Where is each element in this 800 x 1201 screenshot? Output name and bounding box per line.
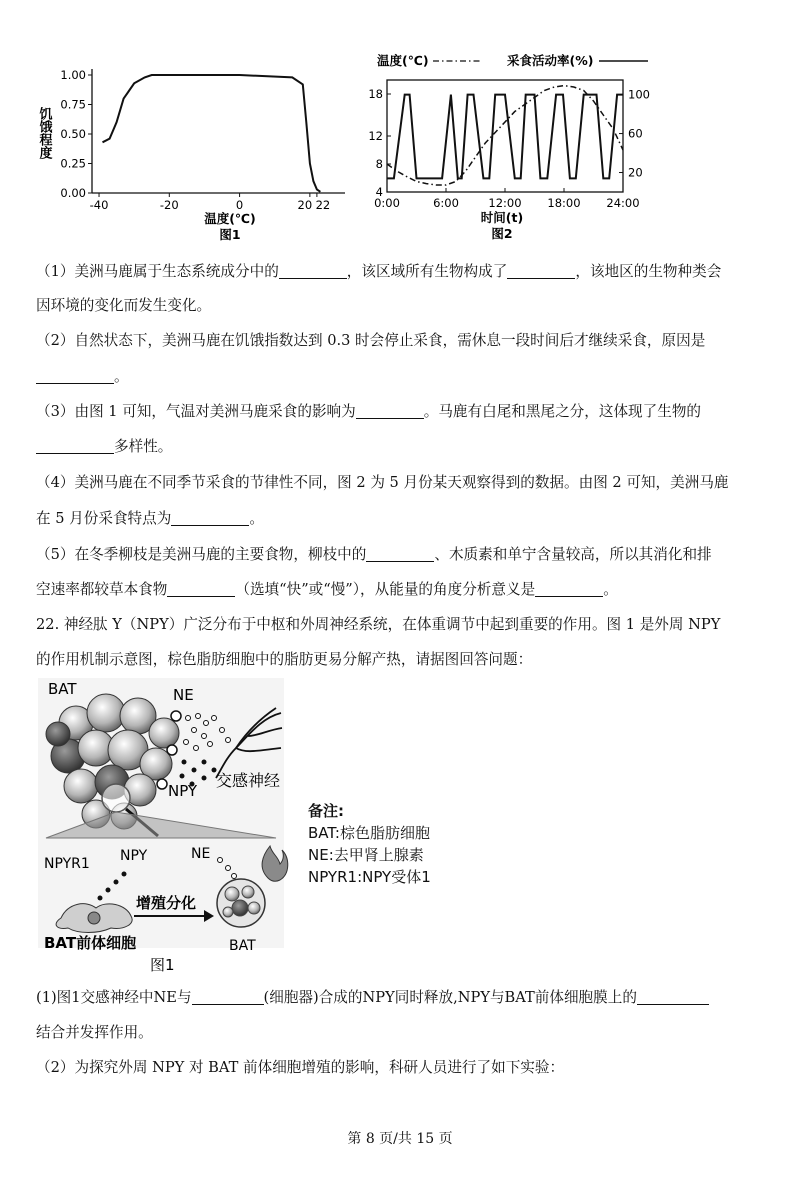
y-tick-label: 1.00 — [60, 68, 86, 82]
npy-mechanism-figure — [36, 678, 296, 978]
chart1-x-ticks — [90, 193, 331, 212]
question-3-line-1 — [36, 402, 770, 422]
q2-text-a: （2）自然状态下，美洲马鹿在饥饿指数达到 0.3 时会停止采食，需休息一段时间后才继续采食，原因是 — [36, 332, 706, 349]
q2-blank — [36, 367, 114, 384]
label-proliferation: 增殖分化 — [136, 894, 197, 912]
mature-bat-cell — [217, 879, 265, 927]
question-22-1-line-1 — [36, 988, 770, 1008]
legend-feeding-rate: 采食活动率(%) — [507, 53, 594, 68]
q2-text-b: 。 — [114, 368, 129, 385]
q1-blank-1 — [279, 262, 347, 279]
q1-text-d: 因环境的变化而发生变化。 — [36, 297, 212, 314]
chart-hunger-vs-temperature — [30, 55, 360, 255]
chart1-caption: 图1 — [219, 227, 241, 242]
y-tick-label: 0.00 — [60, 186, 86, 200]
question-22-line-1 — [36, 615, 770, 635]
page-footer: 第 8 页/共 15 页 — [347, 1131, 453, 1147]
x-tick-label: 6:00 — [433, 196, 459, 210]
label-precursor: BAT前体细胞 — [44, 934, 137, 952]
q22-2-text: （2）为探究外周 NPY 对 BAT 前体细胞增殖的影响，科研人员进行了如下实验： — [36, 1059, 565, 1076]
q5-text-d: （选填“快”或“慢”），从能量的角度分析意义是 — [235, 581, 536, 598]
note-line-2: NE:去甲肾上腺素 — [308, 846, 424, 864]
label-npy-bottom: NPY — [120, 848, 148, 864]
note-title: 备注: — [308, 802, 344, 820]
question-5-line-1 — [36, 545, 770, 565]
q4-blank — [171, 509, 249, 526]
label-ne-top: NE — [173, 686, 194, 704]
chart1-y-ticks — [60, 68, 92, 200]
chart2-caption: 图2 — [491, 226, 513, 241]
question-22-1-line-2 — [36, 1023, 770, 1043]
y-tick-label: 0.25 — [60, 156, 86, 171]
x-axis-label: 温度(℃) — [204, 211, 256, 226]
label-ne-bottom: NE — [191, 846, 211, 862]
series-line-feeding-rate — [387, 95, 623, 179]
q22-text-b: 的作用机制示意图，棕色脂肪细胞中的脂肪更易分解产热，请据图回答问题： — [36, 651, 533, 668]
left-tick-label: 8 — [375, 157, 383, 171]
left-tick-label: 12 — [368, 129, 383, 143]
question-4-line-1 — [36, 473, 770, 493]
chart2-x-ticks — [374, 188, 639, 210]
q1-blank-2 — [507, 262, 575, 279]
label-npyr1: NPYR1 — [44, 856, 90, 872]
right-tick-label: 20 — [628, 165, 643, 180]
x-tick-label: 22 — [315, 198, 331, 212]
q5-text-a: （5）在冬季柳枝是美洲马鹿的主要食物，柳枝中的 — [36, 546, 367, 563]
q22-1-text-a: (1)图1交感神经中NE与 — [36, 989, 192, 1006]
note-line-1: BAT:棕色脂肪细胞 — [308, 824, 430, 842]
question-3-line-2 — [36, 437, 770, 457]
question-2-line-2 — [36, 367, 770, 387]
q22-1-text-b: (细胞器)合成的NPY同时释放,NPY与BAT前体细胞膜上的 — [263, 989, 637, 1006]
q3-text-a: （3）由图 1 可知，气温对美洲马鹿采食的影响为 — [36, 403, 356, 420]
series-line-hunger — [103, 75, 321, 192]
question-4-line-2 — [36, 509, 770, 529]
q4-text-b: 在 5 月份采食特点为 — [36, 510, 172, 527]
chart2-x-axis-label: 时间(t) — [480, 210, 524, 225]
q22-1-text-c: 结合并发挥作用。 — [36, 1024, 153, 1041]
q3-text-c: 多样性。 — [114, 438, 173, 455]
label-bat-bottom: BAT — [229, 938, 256, 954]
q5-text-e: 。 — [603, 581, 618, 598]
q22-1-blank-2 — [637, 988, 709, 1005]
q5-blank-3 — [535, 580, 603, 597]
q5-text-b: 、木质素和单宁含量较高，所以其消化和排 — [434, 546, 712, 563]
label-sympathetic-nerve: 交感神经 — [216, 771, 281, 790]
q3-blank-1 — [356, 402, 424, 419]
x-tick-label: 0 — [235, 198, 244, 212]
q1-text-a: （1）美洲马鹿属于生态系统成分中的 — [36, 263, 279, 280]
q3-blank-2 — [36, 437, 114, 454]
left-tick-label: 4 — [375, 185, 383, 199]
right-tick-label: 60 — [628, 126, 643, 141]
y-tick-label: 0.50 — [60, 127, 86, 141]
question-1-line-1 — [36, 262, 770, 282]
figure3-caption: 图1 — [150, 956, 175, 974]
legend-temperature: 温度(℃) — [377, 53, 429, 68]
label-npy-top: NPY — [168, 782, 198, 800]
q5-text-c: 空速率都较草本食物 — [36, 581, 168, 598]
label-bat-top: BAT — [48, 680, 77, 698]
q4-text-c: 。 — [249, 510, 264, 527]
q1-text-b: ，该区域所有生物构成了 — [346, 263, 508, 280]
x-tick-label: -20 — [159, 198, 179, 212]
x-tick-label: 0:00 — [374, 196, 400, 210]
q22-1-blank-1 — [192, 988, 264, 1005]
question-2-line-1 — [36, 331, 770, 351]
question-22-line-2 — [36, 650, 770, 670]
q4-text-a: （4）美洲马鹿在不同季节采食的节律性不同，图 2 为 5 月份某天观察得到的数据。由图 2 可知，美洲马鹿 — [36, 474, 729, 491]
left-tick-label: 18 — [368, 87, 383, 101]
precursor-nucleus — [88, 912, 100, 924]
x-tick-label: 20 — [297, 198, 313, 212]
right-tick-label: 100 — [628, 87, 650, 102]
q5-blank-2 — [167, 580, 235, 597]
q5-blank-1 — [366, 545, 434, 562]
x-tick-label: 12:00 — [488, 196, 522, 210]
q1-text-c: ，该地区的生物种类会 — [575, 263, 722, 280]
question-1-line-2 — [36, 296, 770, 316]
y-axis-label: 饥饿程度 — [36, 107, 52, 159]
q22-text-a: 22. 神经肽 Y（NPY）广泛分布于中枢和外周神经系统，在体重调节中起到重要的作用。图 1 是外周 NPY — [36, 616, 721, 633]
x-tick-label: -40 — [89, 198, 109, 212]
question-22-2-line — [36, 1058, 770, 1078]
y-tick-label: 0.75 — [60, 97, 86, 112]
chart-feeding-vs-time — [365, 50, 665, 250]
question-5-line-2 — [36, 580, 770, 600]
note-line-3: NPYR1:NPY受体1 — [308, 868, 431, 886]
x-tick-label: 24:00 — [606, 196, 640, 210]
x-tick-label: 18:00 — [547, 196, 581, 210]
q3-text-b: 。马鹿有白尾和黑尾之分，这体现了生物的 — [423, 403, 702, 420]
